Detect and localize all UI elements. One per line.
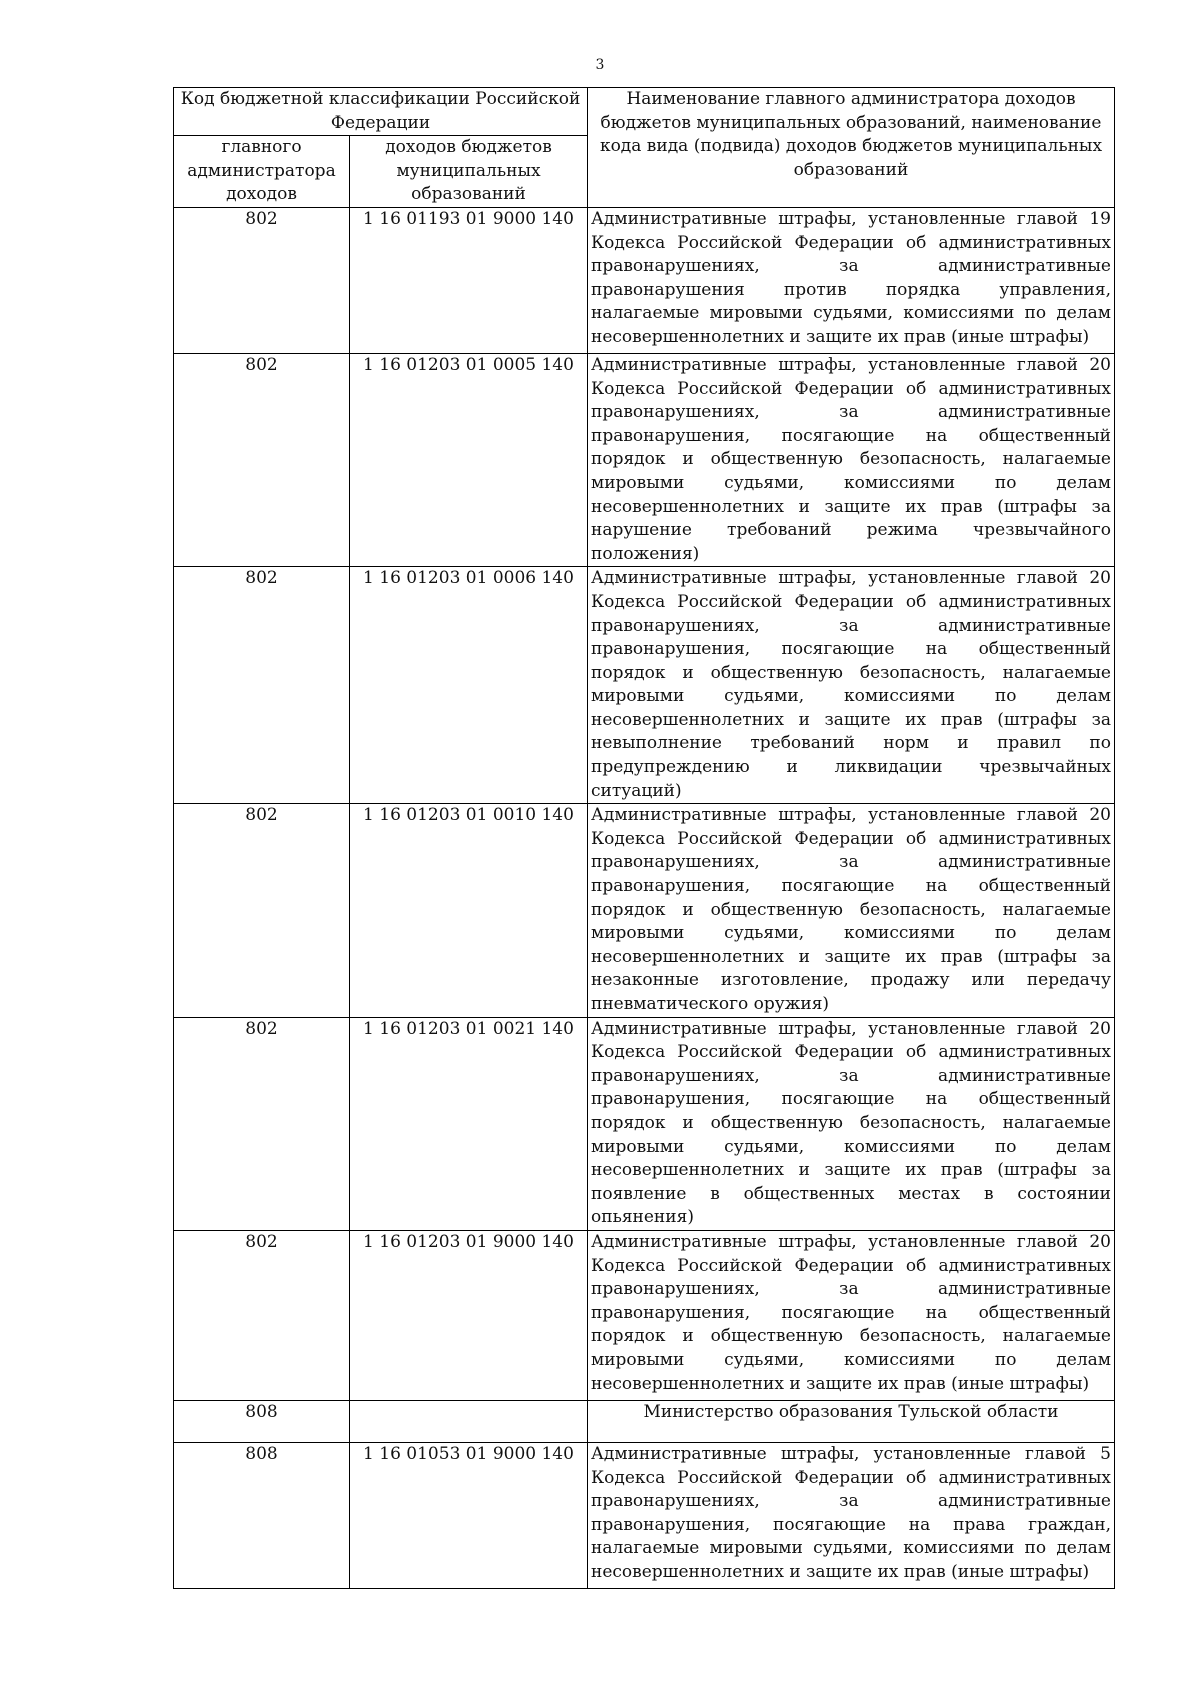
table-row — [174, 567, 1115, 804]
description-cell: Административные штрафы, установленные главой 20 Кодекса Российской Федерации об административных правонарушениях, за административные правонарушения, посягающие на общественный порядок и общественную безопасность, налагаемые мировыми судьями, комиссиями по делам несовершеннолетних и защите их прав (штрафы за появление в общественных местах в состоянии опьянения) — [588, 1017, 1115, 1230]
admin-code-cell: 802 — [174, 567, 350, 804]
admin-code-cell: 802 — [174, 207, 350, 353]
income-code-cell: 1 16 01193 01 9000 140 — [350, 207, 588, 353]
description-cell: Административные штрафы, установленные главой 20 Кодекса Российской Федерации об административных правонарушениях, за административные правонарушения, посягающие на общественный порядок и общественную безопасность, налагаемые мировыми судьями, комиссиями по делам несовершеннолетних и защите их прав (штрафы за невыполнение требований норм и правил по предупреждению и ликвидации чрезвычайных ситуаций) — [588, 567, 1115, 804]
name-column-header: Наименование главного администратора доходов бюджетов муниципальных образований, наименование кода вида (подвида) доходов бюджетов муниципальных образований — [588, 88, 1115, 208]
kbk-group-header: Код бюджетной классификации Российской Федерации — [174, 88, 588, 136]
table-row — [174, 207, 1115, 353]
description-cell: Административные штрафы, установленные главой 20 Кодекса Российской Федерации об административных правонарушениях, за административные правонарушения, посягающие на общественный порядок и общественную безопасность, налагаемые мировыми судьями, комиссиями по делам несовершеннолетних и защите их прав (иные штрафы) — [588, 1230, 1115, 1400]
income-code-cell: 1 16 01203 01 0006 140 — [350, 567, 588, 804]
income-code-cell: 1 16 01203 01 0005 140 — [350, 353, 588, 566]
income-code-cell: 1 16 01203 01 9000 140 — [350, 1230, 588, 1400]
table-row — [174, 1230, 1115, 1400]
ministry-name-cell: Министерство образования Тульской области — [588, 1400, 1115, 1442]
description-cell: Административные штрафы, установленные главой 20 Кодекса Российской Федерации об административных правонарушениях, за административные правонарушения, посягающие на общественный порядок и общественную безопасность, налагаемые мировыми судьями, комиссиями по делам несовершеннолетних и защите их прав (штрафы за нарушение требований режима чрезвычайного положения) — [588, 353, 1115, 566]
admin-code-cell: 808 — [174, 1400, 350, 1442]
budget-classification-table — [173, 87, 1115, 1589]
admin-code-cell: 802 — [174, 1230, 350, 1400]
table-row — [174, 1442, 1115, 1588]
income-code-cell: 1 16 01053 01 9000 140 — [350, 1442, 588, 1588]
admin-code-cell: 802 — [174, 804, 350, 1017]
admin-code-cell: 802 — [174, 1017, 350, 1230]
income-code-cell — [350, 1400, 588, 1442]
description-cell: Административные штрафы, установленные главой 20 Кодекса Российской Федерации об административных правонарушениях, за административные правонарушения, посягающие на общественный порядок и общественную безопасность, налагаемые мировыми судьями, комиссиями по делам несовершеннолетних и защите их прав (штрафы за незаконные изготовление, продажу или передачу пневматического оружия) — [588, 804, 1115, 1017]
income-code-cell: 1 16 01203 01 0021 140 — [350, 1017, 588, 1230]
table-row — [174, 1017, 1115, 1230]
admin-code-cell: 808 — [174, 1442, 350, 1588]
table-row — [174, 353, 1115, 566]
description-cell: Административные штрафы, установленные главой 19 Кодекса Российской Федерации об административных правонарушениях, за административные правонарушения против порядка управления, налагаемые мировыми судьями, комиссиями по делам несовершеннолетних и защите их прав (иные штрафы) — [588, 207, 1115, 353]
table-row — [174, 804, 1115, 1017]
income-code-cell: 1 16 01203 01 0010 140 — [350, 804, 588, 1017]
income-column-header: доходов бюджетов муниципальных образований — [350, 136, 588, 208]
page-number: 3 — [595, 57, 605, 73]
table-row — [174, 1400, 1115, 1442]
admin-column-header: главного администратора доходов — [174, 136, 350, 208]
description-cell: Административные штрафы, установленные главой 5 Кодекса Российской Федерации об административных правонарушениях, за административные правонарушения, посягающие на права граждан, налагаемые мировыми судьями, комиссиями по делам несовершеннолетних и защите их прав (иные штрафы) — [588, 1442, 1115, 1588]
admin-code-cell: 802 — [174, 353, 350, 566]
